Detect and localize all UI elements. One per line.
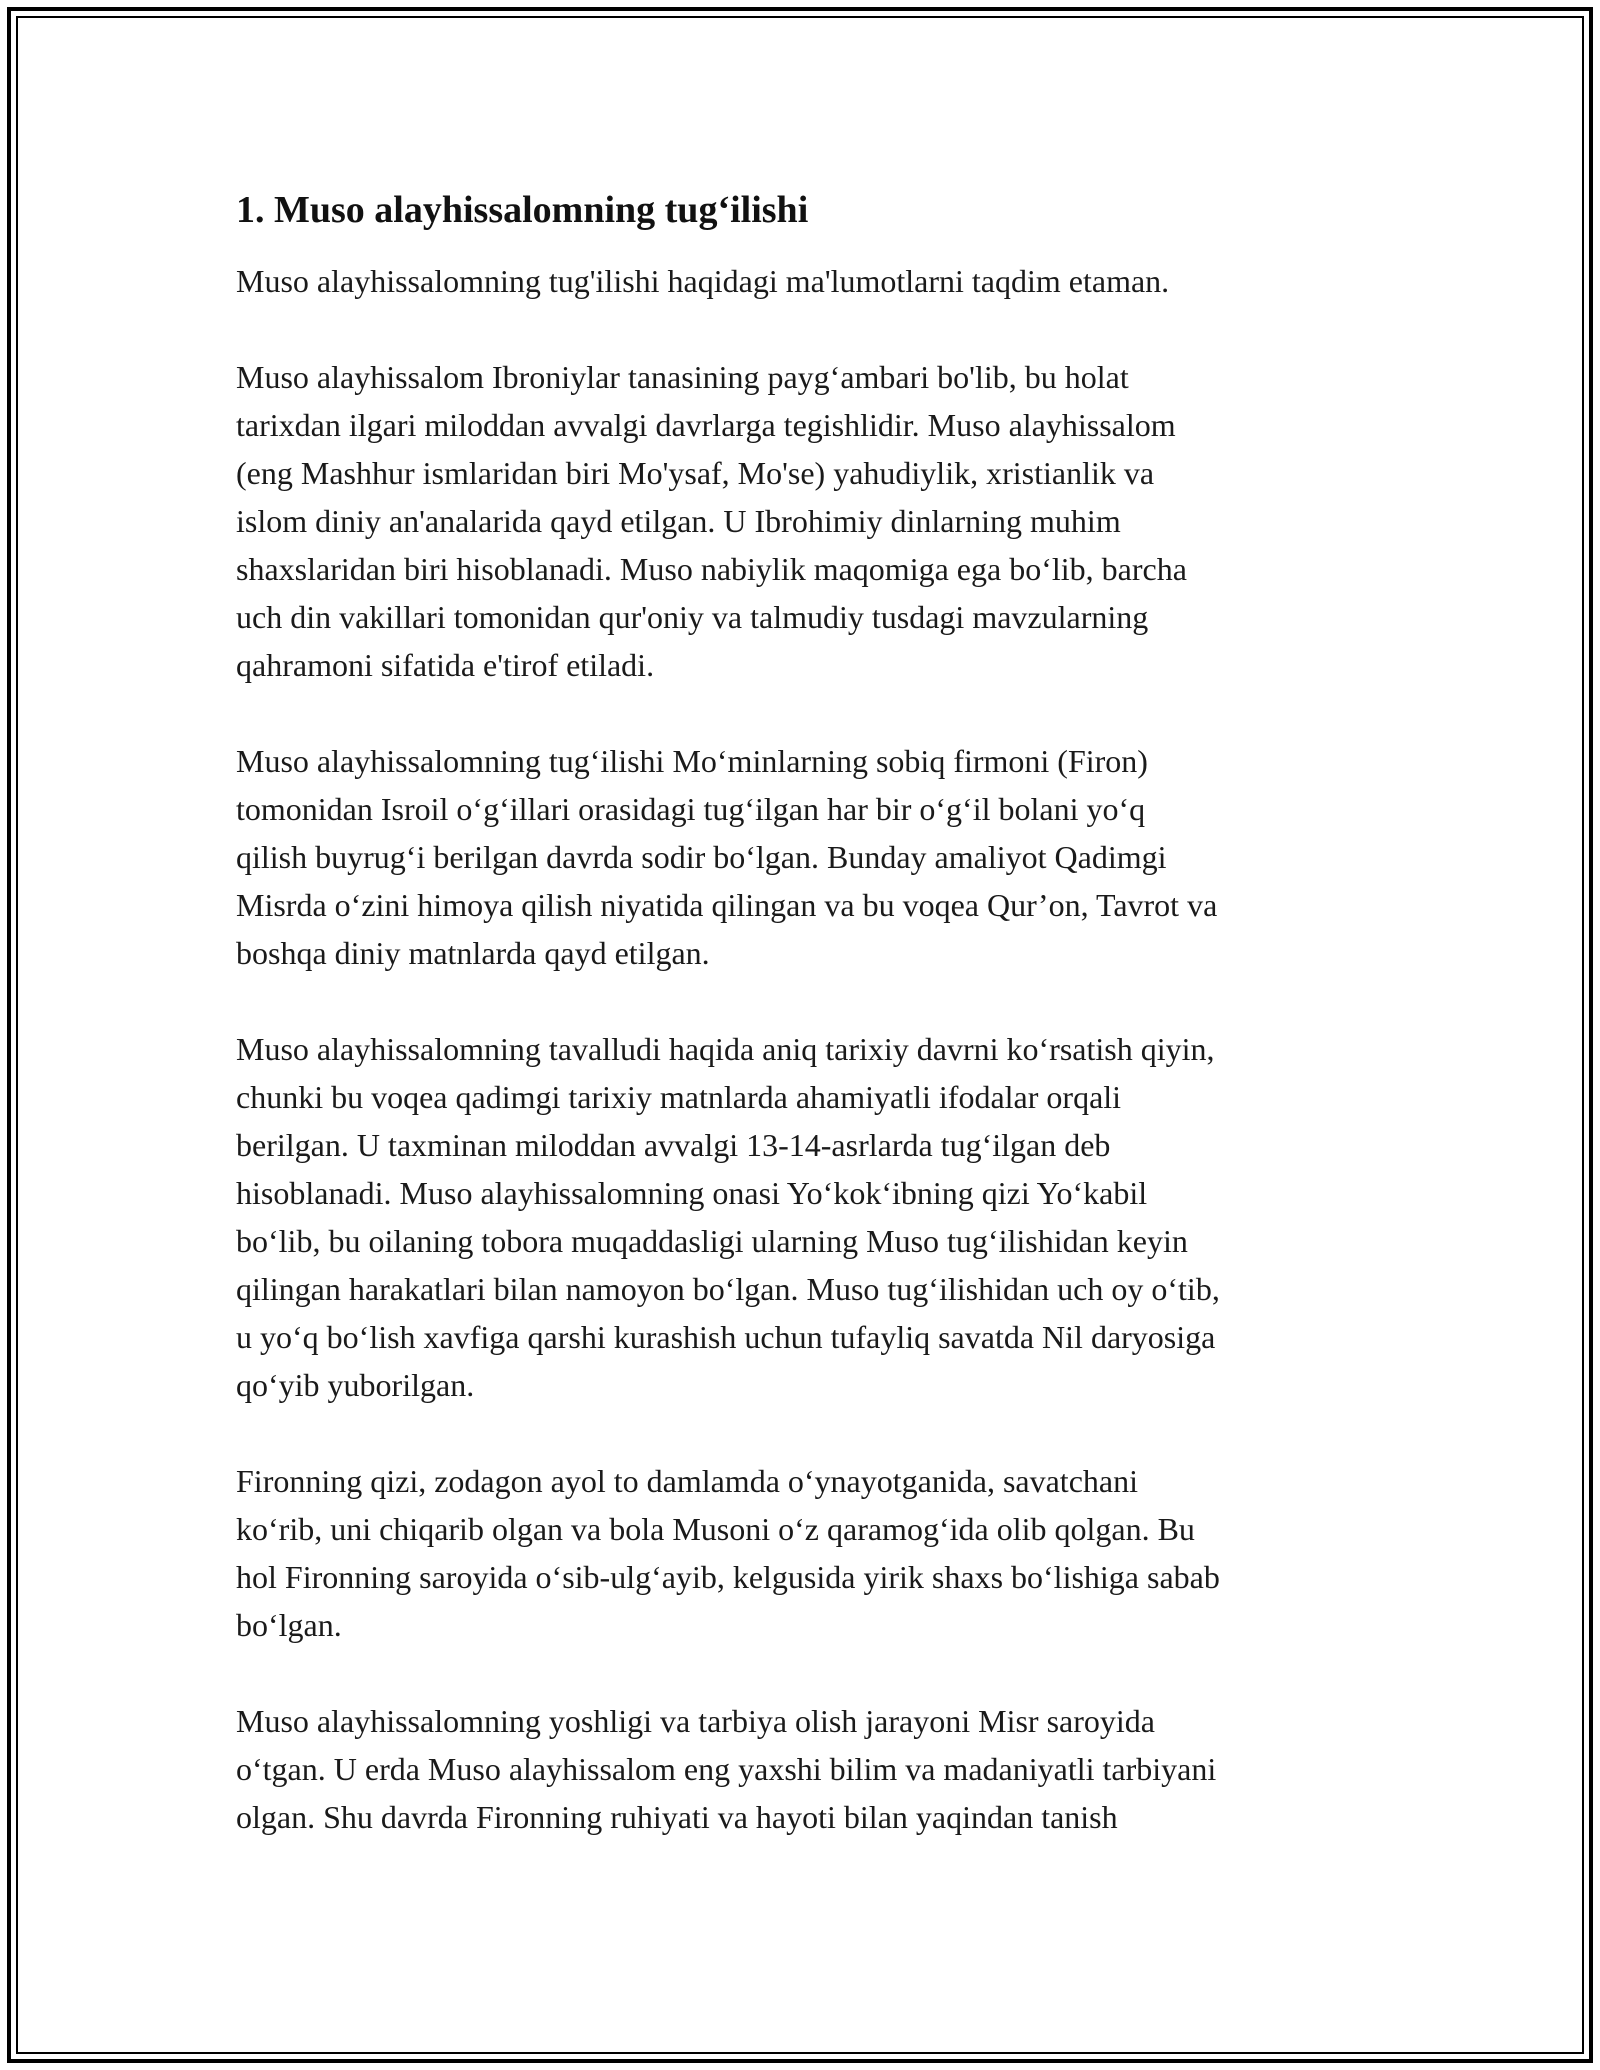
paragraph-about-muso: Muso alayhissalom Ibroniylar tanasining payg‘ambari bo'lib, bu holat tarixdan ilgari miloddan avvalgi davrlarga tegishlidir. Muso alayhissalom (eng Mashhur ismlaridan biri Mo'ysaf, Mo'se) yahudiylik, xristianlik va islom diniy an'analarida qayd etilgan. U Ibrohimiy dinlarning muhim shaxslaridan biri hisoblanadi. Muso nabiylik maqomiga ega bo‘lib, barcha uch din vakillari tomonidan qur'oniy va talmudiy tusdagi mavzularning qahramoni sifatida e'tirof etiladi. — [236, 359, 1187, 683]
document-body — [236, 185, 1371, 1889]
paragraph-birth-decree: Muso alayhissalomning tug‘ilishi Mo‘minlarning sobiq firmoni (Firon) tomonidan Isroil o‘g‘illari orasidagi tug‘ilgan har bir o‘g‘il bolani yo‘q qilish buyrug‘i berilgan davrda sodir bo‘lgan. Bunday amaliyot Qadimgi Misrda o‘zini himoya qilish niyatida qilingan va bu voqea Qur’on, Tavrot va boshqa diniy matnlarda qayd etilgan. — [236, 743, 1218, 971]
paragraph-pharaoh-daughter: Fironning qizi, zodagon ayol to damlamda o‘ynayotganida, savatchani ko‘rib, uni chiqarib olgan va bola Musoni o‘z qaramog‘ida olib qolgan. Bu hol Fironning saroyida o‘sib-ulg‘ayib, kelgusida yirik shaxs bo‘lishiga sabab bo‘lgan. — [236, 1463, 1220, 1643]
paragraph-youth: Muso alayhissalomning yoshligi va tarbiya olish jarayoni Misr saroyida o‘tgan. U erda Muso alayhissalom eng yaxshi bilim va madaniyatli tarbiyani olgan. Shu davrda Fironning ruhiyati va hayoti bilan yaqindan tanish — [236, 1703, 1217, 1835]
paragraph-birth-date: Muso alayhissalomning tavalludi haqida aniq tarixiy davrni ko‘rsatish qiyin, chunki bu voqea qadimgi tarixiy matnlarda ahamiyatli ifodalar orqali berilgan. U taxminan miloddan avvalgi 13-14-asrlarda tug‘ilgan deb hisoblanadi. Muso alayhissalomning onasi Yo‘kok‘ibning qizi Yo‘kabil bo‘lib, bu oilaning tobora muqaddasligi ularning Muso tug‘ilishidan keyin qilingan harakatlari bilan namoyon bo‘lgan. Muso tug‘ilishidan uch oy o‘tib, u yo‘q bo‘lish xavfiga qarshi kurashish uchun tufayliq savatda Nil daryosiga qo‘yib yuborilgan. — [236, 1031, 1220, 1403]
paragraph-intro: Muso alayhissalomning tug'ilishi haqidagi ma'lumotlarni taqdim etaman. — [236, 263, 1170, 299]
section-heading: 1. Muso alayhissalomning tug‘ilishi — [236, 189, 809, 231]
